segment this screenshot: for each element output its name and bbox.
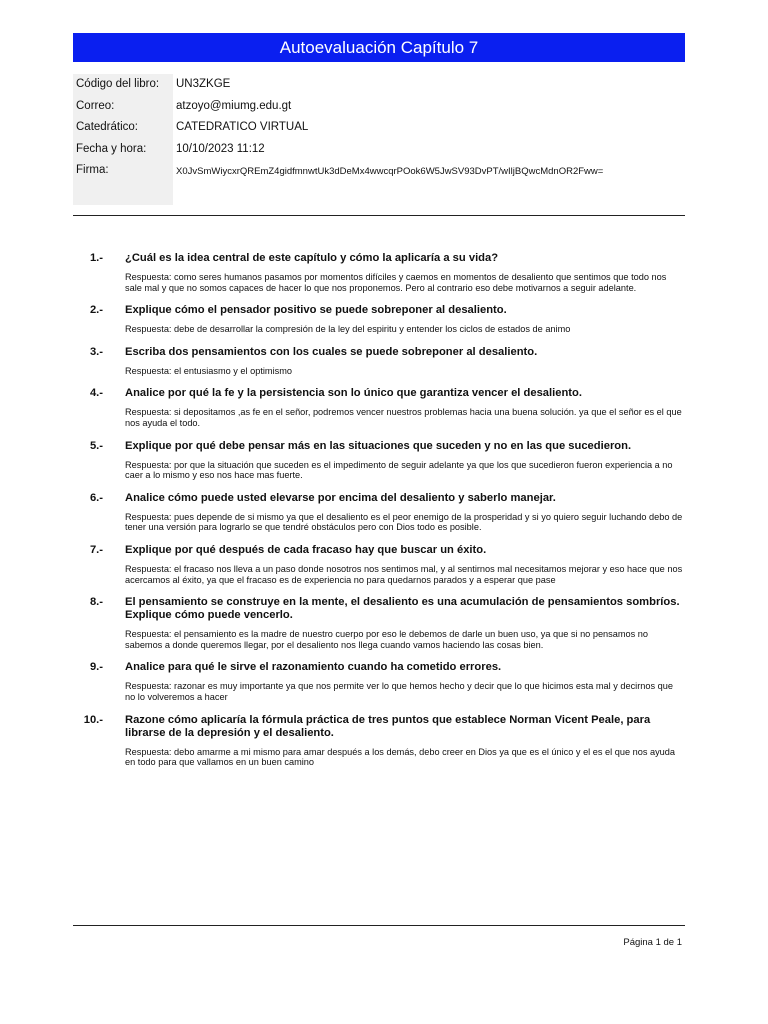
- question-number: 4.-: [89, 387, 103, 400]
- question-heading: [73, 252, 685, 265]
- question-text: Analice para qué le sirve el razonamiento cuando ha cometido errores.: [125, 661, 502, 674]
- question-heading: [73, 492, 685, 505]
- page-title: Autoevaluación Capítulo 7: [73, 33, 685, 62]
- question-text: Analice cómo puede usted elevarse por encima del desaliento y saberlo manejar.: [125, 491, 556, 504]
- question-number: 10.-: [83, 713, 103, 726]
- codigo-value: UN3ZKGE: [176, 78, 231, 90]
- firma-value: X0JvSmWiycxrQREmZ4gidfmnwtUk3dDeMx4wwcqrPOok6W5JwSV93DvPT/wIljBQwcMdnOR2Fww=: [176, 166, 604, 177]
- question-number: 6.-: [89, 491, 103, 504]
- page-number: Página 1 de 1: [623, 937, 682, 948]
- question-heading: [73, 440, 685, 453]
- answer-text: Respuesta: por que la situación que suceden es el impedimento de seguir adelante ya que los que sucedieron fueron experiencia a no caer a lo mismo y eso nos hace mas fuerte.: [125, 459, 673, 481]
- question-item: [73, 252, 685, 293]
- question-heading: [73, 387, 685, 400]
- info-row-firma: [73, 160, 603, 182]
- question-item: [73, 387, 685, 428]
- answer-text: Respuesta: el pensamiento es la madre de nuestro cuerpo por eso le debemos de darle un buen uso, ya que si no pensamos no sabemos a donde queremos llegar, por el desaliento nos llega cuando vamos haciendo las cosas bien.: [125, 629, 649, 650]
- question-item: [73, 544, 685, 585]
- question-heading: [73, 714, 685, 740]
- info-row-catedratico: [73, 117, 603, 139]
- question-text: Escriba dos pensamientos con los cuales se puede sobreponer al desaliento.: [125, 345, 538, 358]
- answer-text: Respuesta: debo amarme a mi mismo para amar después a los demás, debo creer en Dios ya que es el único y el es el que nos ayuda en todo para que vallamos en un buen camino: [125, 746, 676, 768]
- question-number: 3.-: [89, 345, 103, 358]
- question-number: 1.-: [89, 252, 103, 264]
- catedratico-label: Catedrático:: [73, 117, 173, 139]
- question-text: Explique por qué después de cada fracaso hay que buscar un éxito.: [125, 543, 487, 556]
- info-row-correo: [73, 96, 603, 118]
- answer-text: Respuesta: como seres humanos pasamos por momentos difíciles y caemos en momentos de desaliento que sentimos que todo nos sale mal y que no somos capaces de hacer lo que nos proponemos. Pero al contrario eso debe motivarnos a seguir adelante.: [125, 272, 667, 293]
- answer-text: Respuesta: pues depende de si mismo ya que el desaliento es el peor enemigo de la prosperidad y si yo quiero seguir luchando debo de tener una versión para lograrlo se que tendré obstáculos pero con Dios todo es posible.: [125, 511, 683, 533]
- codigo-label: Código del libro:: [73, 74, 173, 96]
- question-item: [73, 492, 685, 533]
- question-text: Explique por qué debe pensar más en las situaciones que suceden y no en las que sucedieron.: [125, 439, 632, 452]
- question-item: [73, 440, 685, 481]
- question-text: Explique cómo el pensador positivo se puede sobreponer al desaliento.: [125, 304, 507, 317]
- question-item: [73, 661, 685, 702]
- catedratico-value: CATEDRATICO VIRTUAL: [176, 121, 309, 133]
- question-text: El pensamiento se construye en la mente, el desaliento es una acumulación de pensamientos sombríos. Explique cómo puede vencerlo.: [125, 596, 680, 622]
- divider-bottom: [73, 925, 685, 926]
- question-heading: [73, 661, 685, 674]
- answer-text: Respuesta: debe de desarrollar la compresión de la ley del espiritu y entender los ciclos de estados de animo: [125, 324, 571, 335]
- question-heading: [73, 304, 685, 317]
- firma-label: Firma:: [73, 160, 173, 205]
- question-heading: [73, 596, 685, 622]
- answer-text: Respuesta: razonar es muy importante ya que nos permite ver lo que hemos hecho y decir que lo que hicimos esta mal y decirnos que no lo volveremos a hacer: [125, 681, 673, 702]
- question-text: Razone cómo aplicaría la fórmula práctica de tres puntos que establece Norman Vicent Peale, para librarse de la depresión y el desaliento.: [125, 713, 651, 739]
- question-item: [73, 596, 685, 650]
- fecha-label: Fecha y hora:: [73, 139, 173, 161]
- question-item: [73, 714, 685, 768]
- answer-text: Respuesta: si depositamos ,as fe en el señor, podremos vencer nuestros problemas hacia una buena solución. ya que el señor es el que nos ayuda el todo.: [125, 407, 682, 428]
- question-number: 7.-: [89, 543, 103, 556]
- answer-text: Respuesta: el entusiasmo y el optimismo: [125, 365, 292, 376]
- info-row-fecha: [73, 139, 603, 161]
- info-table: [73, 74, 603, 182]
- question-item: [73, 304, 685, 335]
- question-text: Analice por qué la fe y la persistencia son lo único que garantiza vencer el desaliento.: [125, 387, 582, 400]
- correo-label: Correo:: [73, 96, 173, 118]
- question-number: 5.-: [89, 439, 103, 452]
- fecha-value: 10/10/2023 11:12: [176, 142, 265, 155]
- question-number: 8.-: [89, 596, 103, 609]
- info-row-codigo: [73, 74, 603, 96]
- question-text: ¿Cuál es la idea central de este capítulo y cómo la aplicaría a su vida?: [125, 252, 499, 264]
- question-heading: [73, 346, 685, 359]
- correo-value: atzoyo@miumg.edu.gt: [176, 99, 292, 112]
- question-item: [73, 346, 685, 377]
- question-number: 9.-: [89, 661, 103, 674]
- question-number: 2.-: [89, 304, 103, 317]
- divider-top: [73, 215, 685, 216]
- answer-text: Respuesta: el fracaso nos lleva a un paso donde nosotros nos sentimos mal, y al sentirnos mal necesitamos mejorar y eso hace que nos acercamos al éxito, ya que el fracaso es de experiencia no para quedarnos parados y a esperar que pase: [125, 563, 683, 585]
- questions-list: [73, 252, 685, 768]
- question-heading: [73, 544, 685, 557]
